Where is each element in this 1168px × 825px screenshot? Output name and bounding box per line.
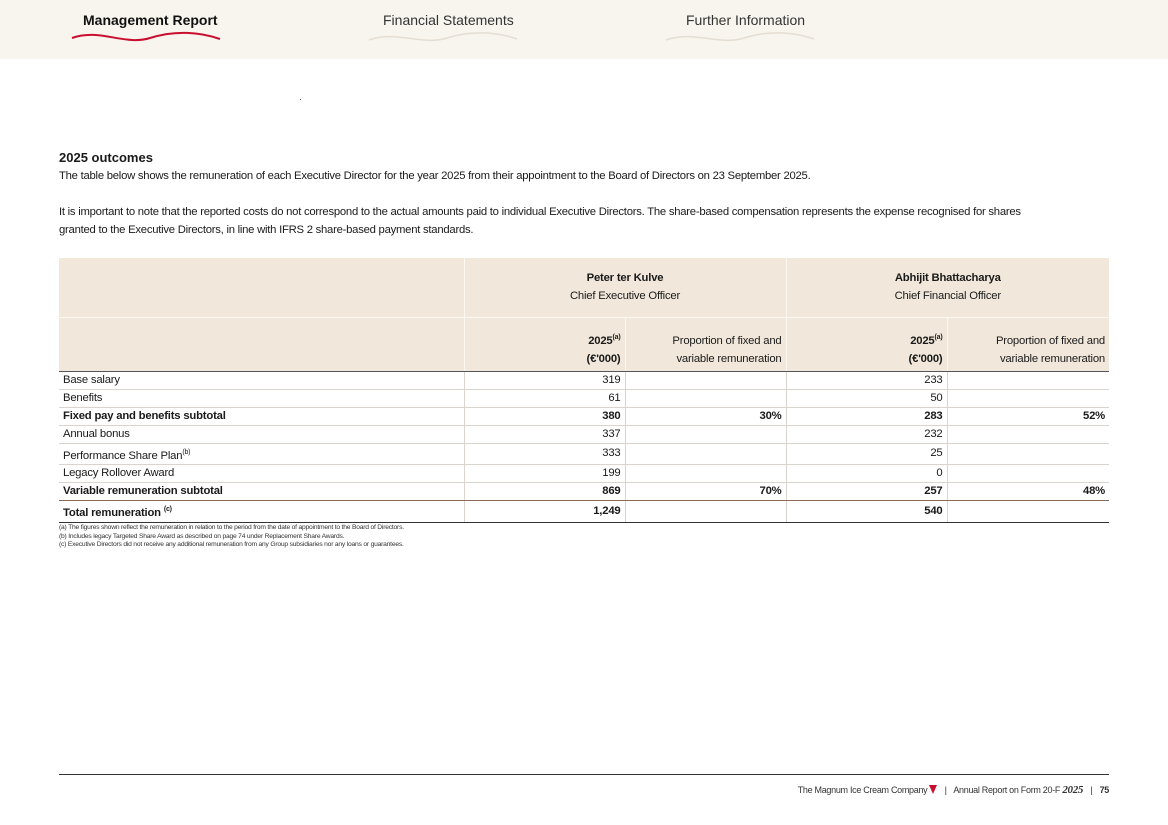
director-2-role: Chief Financial Officer — [894, 290, 1001, 303]
stray-dot — [300, 99, 301, 100]
table-row — [59, 443, 1109, 465]
director-1-value: 61 — [464, 389, 625, 407]
director-2-value: 0 — [786, 465, 947, 483]
row-label: Annual bonus — [59, 425, 464, 443]
remuneration-table — [59, 258, 1109, 523]
footnote-ref: (a) — [934, 333, 943, 341]
column-header-year — [464, 317, 625, 371]
director-2-value: 25 — [786, 443, 947, 465]
director-2-value: 540 — [786, 501, 947, 523]
column-header-year — [786, 317, 947, 371]
table-row-total — [59, 501, 1109, 523]
proportion-label-line-2: variable remuneration — [999, 352, 1106, 365]
year-label: 2025 — [588, 334, 613, 347]
table-row — [59, 389, 1109, 407]
director-1-value: 1,249 — [464, 501, 625, 523]
director-1-proportion: 70% — [625, 483, 786, 501]
director-1-proportion — [625, 443, 786, 465]
note-paragraph — [59, 203, 1109, 239]
footnote-ref: (a) — [612, 333, 621, 341]
proportion-label-line-1: Proportion of fixed and — [672, 334, 782, 347]
table-row — [59, 371, 1109, 389]
director-2-proportion: 48% — [947, 483, 1109, 501]
inactive-tab-wave-icon — [367, 30, 519, 44]
row-label: Benefits — [59, 389, 464, 407]
row-label: Legacy Rollover Award — [59, 465, 464, 483]
header-empty-cell — [59, 317, 464, 371]
director-2-header — [786, 258, 1109, 317]
row-label-cell — [59, 443, 464, 465]
row-label-cell — [59, 501, 464, 523]
director-2-value: 232 — [786, 425, 947, 443]
table-row-subtotal — [59, 407, 1109, 425]
footer-rule — [59, 774, 1109, 775]
footer-separator: | — [944, 785, 947, 795]
footnote-a: (a) The figures shown reflect the remuneration in relation to the period from the date of appointment to the Board of Directors. — [59, 524, 404, 531]
row-label: Variable remuneration subtotal — [59, 483, 464, 501]
director-1-value: 337 — [464, 425, 625, 443]
director-1-proportion — [625, 371, 786, 389]
director-2-proportion — [947, 425, 1109, 443]
top-navigation — [0, 0, 1168, 59]
footer-company: The Magnum Ice Cream Company — [797, 785, 928, 795]
tab-financial-statements[interactable]: Financial Statements — [383, 12, 514, 28]
section-title: 2025 outcomes — [59, 150, 153, 165]
director-1-proportion: 30% — [625, 407, 786, 425]
header-empty-cell — [59, 258, 464, 317]
note-paragraph-line-2: granted to the Executive Directors, in line with IFRS 2 share-based payment standards. — [59, 224, 474, 236]
director-2-proportion — [947, 501, 1109, 523]
tab-further-information[interactable]: Further Information — [686, 12, 806, 28]
director-2-proportion: 52% — [947, 407, 1109, 425]
director-1-proportion — [625, 389, 786, 407]
director-1-value: 869 — [464, 483, 625, 501]
inactive-tab-wave-icon — [664, 30, 816, 44]
director-2-proportion — [947, 465, 1109, 483]
active-tab-wave-icon — [70, 30, 222, 44]
year-label: 2025 — [910, 334, 935, 347]
director-1-header — [464, 258, 786, 317]
footer-report: Annual Report on Form 20-F — [953, 785, 1061, 795]
director-2-value: 283 — [786, 407, 947, 425]
proportion-label-line-2: variable remuneration — [676, 352, 782, 365]
table-row — [59, 465, 1109, 483]
footnote-c: (c) Executive Directors did not receive any additional remuneration from any Group subsidiaries nor any loans or guarantees. — [59, 541, 404, 548]
director-1-name: Peter ter Kulve — [586, 272, 664, 285]
row-label: Fixed pay and benefits subtotal — [59, 407, 464, 425]
unit-label: (€'000) — [908, 352, 943, 365]
director-1-value: 319 — [464, 371, 625, 389]
column-header-proportion — [625, 317, 786, 371]
footer-separator: | — [1090, 785, 1093, 795]
intro-paragraph: The table below shows the remuneration of each Executive Director for the year 2025 from their appointment to the Board of Directors on 23 September 2025. — [59, 170, 811, 182]
director-2-value: 233 — [786, 371, 947, 389]
director-1-proportion — [625, 425, 786, 443]
director-2-value: 50 — [786, 389, 947, 407]
tab-management-report[interactable]: Management Report — [83, 12, 218, 28]
footnote-ref: (b) — [182, 448, 191, 456]
table-row — [59, 425, 1109, 443]
unit-label: (€'000) — [586, 352, 621, 365]
director-2-proportion — [947, 371, 1109, 389]
brand-heart-icon — [929, 785, 937, 794]
footnote-b: (b) Includes legacy Targeted Share Award as described on page 74 under Replacement Share Awards. — [59, 532, 345, 540]
page-number: 75 — [1099, 785, 1109, 795]
footnote-ref: (c) — [163, 506, 172, 514]
director-2-name: Abhijit Bhattacharya — [894, 272, 1001, 285]
footnotes — [59, 524, 404, 550]
footer-year: 2025 — [1062, 784, 1084, 796]
row-label: Base salary — [59, 371, 464, 389]
director-2-value: 257 — [786, 483, 947, 501]
column-header-proportion — [947, 317, 1109, 371]
director-1-role: Chief Executive Officer — [569, 290, 681, 303]
director-1-proportion — [625, 465, 786, 483]
row-label: Total remuneration — [63, 507, 161, 520]
page-footer — [798, 784, 1109, 796]
director-2-proportion — [947, 443, 1109, 465]
table-row-subtotal — [59, 483, 1109, 501]
note-paragraph-line-1: It is important to note that the reported costs do not correspond to the actual amounts paid to individual Executive Directors. The share-based compensation represents the expense recognised for shares — [59, 206, 1021, 218]
director-2-proportion — [947, 389, 1109, 407]
row-label: Performance Share Plan — [63, 449, 183, 462]
director-1-value: 199 — [464, 465, 625, 483]
director-1-proportion — [625, 501, 786, 523]
proportion-label-line-1: Proportion of fixed and — [995, 334, 1106, 347]
director-1-value: 333 — [464, 443, 625, 465]
director-1-value: 380 — [464, 407, 625, 425]
